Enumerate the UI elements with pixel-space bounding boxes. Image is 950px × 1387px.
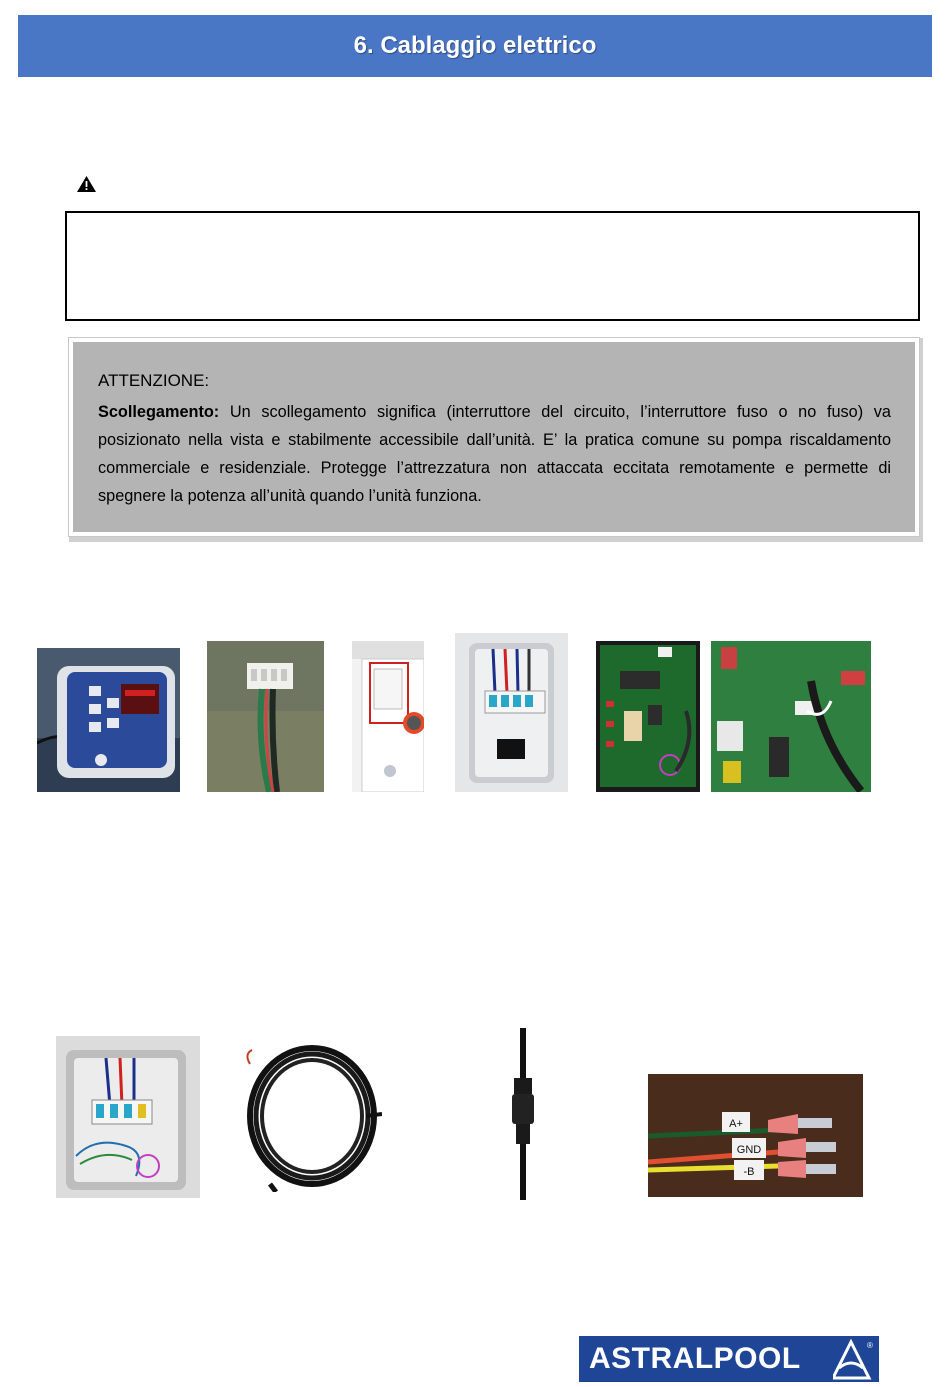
warning-icon [77, 176, 96, 192]
note-lead: Scollegamento: [98, 403, 220, 421]
wire-label-a: A+ [729, 1118, 743, 1130]
control-panel-photo [37, 648, 180, 792]
logo-brand2: POOL [713, 1342, 801, 1375]
logo-registered: ® [867, 1341, 873, 1350]
astralpool-logo [579, 1336, 879, 1382]
logo-brand: ASTRAL [589, 1342, 714, 1375]
attention-note [68, 337, 920, 537]
note-body [98, 398, 891, 510]
connector-cable-photo [207, 641, 324, 792]
wire-label-b: -B [743, 1166, 755, 1178]
pcb-board-photo [596, 641, 700, 792]
logo-symbol-icon [833, 1338, 873, 1380]
wiring-box-photo [56, 1036, 200, 1198]
labeled-wires-photo [648, 1074, 863, 1197]
section-header [18, 15, 932, 77]
note-text: Un scollegamento significa (interruttore del circuito, l’interruttore fuso o no fuso) va posizionato nella vista e stabilmente accessibile dall’unità. E’ la pratica comune su pompa riscaldamento commerciale e residenziale. Protegge l’attrezzatura non attaccata eccitata remotamente e permette di spegnere la potenza all’unità quando l’unità funziona. [98, 403, 891, 505]
unit-side-photo [352, 641, 424, 792]
warning-box [65, 211, 920, 321]
section-title: 6. Cablaggio elettrico [353, 32, 597, 59]
waterproof-connector-photo [498, 1028, 548, 1200]
wire-label-gnd: GND [736, 1144, 762, 1156]
note-title: ATTENZIONE: [98, 371, 210, 390]
logo-text [589, 1342, 801, 1376]
terminal-block-photo [455, 633, 568, 792]
pcb-closeup-photo [711, 641, 871, 792]
cable-coil-photo [240, 1044, 382, 1192]
